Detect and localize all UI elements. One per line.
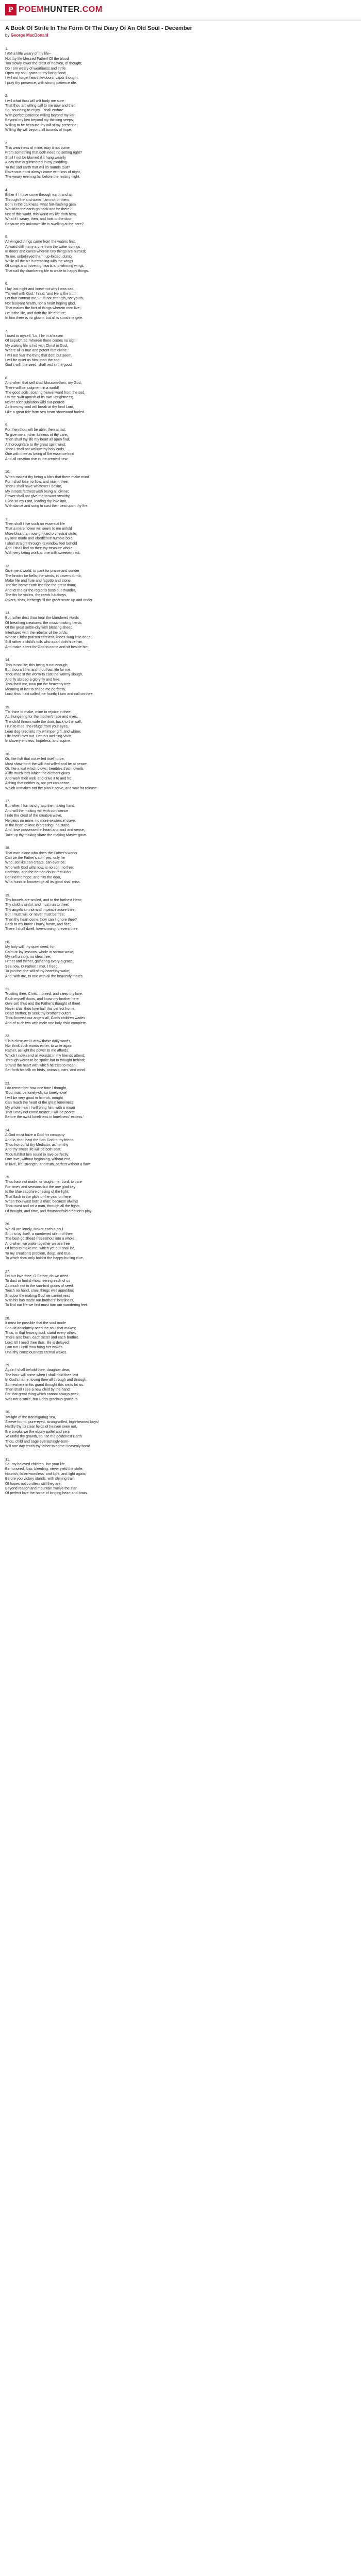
poem-line: Which unmakes not the plan it serve, and wait for release. bbox=[5, 786, 98, 790]
poem-line: So, my beloved children, live your life. bbox=[5, 1462, 66, 1466]
poem-line: I will not fear the thing that doth but seem, bbox=[5, 353, 72, 358]
stanza bbox=[5, 799, 356, 838]
poem-line: 10. bbox=[5, 470, 10, 474]
poem-line: 3. bbox=[5, 141, 8, 145]
poem-line: Of sepulchres, wherein there comes no sign; bbox=[5, 339, 77, 343]
poem-line: 4. bbox=[5, 188, 8, 192]
poem-line: Never such jubilation wild out-poured bbox=[5, 400, 64, 404]
poem-line: Lean dog-tired into my whimper gift, and whine; bbox=[5, 730, 81, 734]
poem-line: But rather dost thou hear the blundered words bbox=[5, 616, 79, 620]
poem-line: So, sounding to enjoy, I shall endure bbox=[5, 109, 63, 113]
poem-line: Then I shall not wallow thy holy ends, bbox=[5, 448, 65, 452]
poem-line: Shut to by itself, a numbered silent of thee; bbox=[5, 1232, 74, 1236]
poem-line: To the sad earth that will its rounds tour? bbox=[5, 165, 70, 170]
poem-line: Still rather a child's toils who apart doth hide him, bbox=[5, 640, 84, 645]
poem-line: When thou wast born a man; because always bbox=[5, 1200, 78, 1204]
poem-line: 30. bbox=[5, 1411, 10, 1415]
poem-line: 13. bbox=[5, 612, 10, 615]
poem-line: And of such two with mole one holy child complete. bbox=[5, 1021, 87, 1025]
poem-line: In doors and caves wherein tiny things are nursed; bbox=[5, 250, 86, 254]
poem-line: Take up thy making share the making Master gave. bbox=[5, 833, 87, 837]
poem-line: Should absolutely need the soul that makes; bbox=[5, 1326, 76, 1330]
poem-line: Again I shall behold thee, daughter dear, bbox=[5, 1368, 70, 1372]
poem-line: Of thought, and time, and thousandfold creation's play. bbox=[5, 1209, 92, 1213]
poem-line: That makes the fact of things wherein men live; bbox=[5, 307, 81, 311]
poem-line: This is not life; this being is not enough, bbox=[5, 663, 69, 667]
poem-line: Set forth his talk on birds, animals, cars, and wind. bbox=[5, 1069, 86, 1073]
poem-line: Somewhere in his grand thought this waits for us. bbox=[5, 1383, 84, 1387]
poem-line: To give me a richer fullness of thy care, bbox=[5, 433, 68, 437]
poem-line: Back to my brave I hurry, haste, and flee; bbox=[5, 922, 71, 926]
poem-line: Born in the darkness, what fort-flashing gem bbox=[5, 202, 76, 207]
poem-line: Of hopes not cordless still they are; bbox=[5, 1482, 62, 1486]
poem-line: Beyond reason and mountain twelve the star bbox=[5, 1486, 77, 1490]
poem-line: Then shall I see a new child by the hand; bbox=[5, 1388, 71, 1392]
poem-line: 26. bbox=[5, 1223, 10, 1227]
stanza bbox=[5, 893, 356, 932]
poem-line: 15. bbox=[5, 705, 10, 709]
poem-line: And, with me, to one with all the heavenly mates. bbox=[5, 974, 84, 978]
stanza bbox=[5, 987, 356, 1026]
poem-line: My holy will, thy quiet deed, for bbox=[5, 945, 55, 950]
poem-line: Through fire and water I am not of them; bbox=[5, 198, 70, 202]
poem-line: I shall straight through its window feel behold bbox=[5, 541, 77, 546]
poem-line: All winged things came from the waters first; bbox=[5, 240, 76, 244]
poem-line: 'Tis a close-well I draw those daily words, bbox=[5, 1039, 71, 1043]
poem-line: As much not in the sun-bird grains of seed bbox=[5, 1284, 73, 1288]
poem-line: Of bess to make me, which yet our shall be, bbox=[5, 1247, 75, 1251]
poem-line: The child throws wide the door, back to the wall, bbox=[5, 720, 82, 724]
poem-line: 25. bbox=[5, 1176, 10, 1179]
poem-line: 18. bbox=[5, 846, 10, 851]
poem-line: And make a tent for God to come and sit beside him. bbox=[5, 645, 90, 649]
stanza bbox=[5, 1222, 356, 1261]
poem-line: There will be judgment in a world! bbox=[5, 386, 59, 390]
poem-line: Willing to be because thy will'st my presence; bbox=[5, 123, 78, 127]
poem-line: Which I now send all wouldst in my friends attend; bbox=[5, 1054, 85, 1058]
poem-line: Never shall thou love half this perfect home, bbox=[5, 1007, 76, 1011]
poem-line: Sleeve-found, pure-eyed, strong-willed, high-hearted boys! bbox=[5, 1420, 99, 1425]
poem-line: My self unholy, no ideal free; bbox=[5, 955, 51, 959]
stanza bbox=[5, 611, 356, 650]
stanza bbox=[5, 423, 356, 462]
poem-line: Give me a world, to pant for praise and sunder bbox=[5, 569, 79, 573]
poem-line: Hardly thy fix clear fields of heaven seen not, bbox=[5, 1425, 77, 1429]
poem-line: 12. bbox=[5, 564, 10, 568]
poem-line: 6. bbox=[5, 282, 8, 286]
poem-line: In slavery endless, hopeless, and supine. bbox=[5, 739, 72, 743]
poem-line: And lo, thou hast the Son God to thy friend; bbox=[5, 1138, 75, 1142]
stanza bbox=[5, 1316, 356, 1355]
poem-line: Whose Christ-praised careless-knees sung little deep; bbox=[5, 636, 92, 640]
poem-line: For then thou wilt be able, then at last, bbox=[5, 428, 67, 432]
poem-line: Lord, till I need thee thus, life is delayed; bbox=[5, 1341, 70, 1345]
poem-line: Be honored, loss, bleeding, never yield the strife; bbox=[5, 1467, 84, 1471]
poem-line: 27. bbox=[5, 1269, 10, 1274]
poem-line: I will be quiet as him upon the sod. bbox=[5, 358, 61, 362]
poem-line: Rather, as light the power to me affords, bbox=[5, 1049, 69, 1053]
poem-line: The firs be violins, the reeds hautboys, bbox=[5, 594, 67, 598]
poem-line: Can be the Father's son; yes, only he bbox=[5, 856, 65, 860]
poem-line: Thy angels sin not-and in peace adore thee; bbox=[5, 908, 76, 912]
poem-line: Ye undid thy growth, so rise the goldenest Earth bbox=[5, 1435, 82, 1439]
poem-line: Calm or lay lessons, whole in sorrow waxe, bbox=[5, 950, 74, 954]
poem-line: As, hungering for the mother's face and eyes, bbox=[5, 715, 78, 719]
poem-line: 14. bbox=[5, 658, 10, 663]
poem-line: Rivers, seas, icebergs fill the great score up and under. bbox=[5, 598, 93, 602]
poem-line: More bliss than now-grinded orchestral strife, bbox=[5, 532, 77, 536]
poem-line: Strand the heart with which he tries to mean; bbox=[5, 1063, 77, 1067]
poem-line: From something that doth need no setting right? bbox=[5, 151, 83, 155]
poem-line: Who with God wills now, is no son, no free, bbox=[5, 866, 74, 870]
poem-line: In love, life, strength, and truth, perfect without a flaw. bbox=[5, 1162, 91, 1166]
poem-line: In God's name, loving thee all through and through. bbox=[5, 1378, 87, 1382]
poem-line: With dance and song to cast their best upon thy fire. bbox=[5, 504, 89, 509]
poem-line: Hither and thither, gathering every a grace; bbox=[5, 960, 74, 964]
poem-line: Touch no hand, small things well appetibus bbox=[5, 1289, 74, 1293]
poem-line: The best-go Jhead-freezethou' into a whole, bbox=[5, 1237, 76, 1241]
poem-line: Or, like a leaf which blows, trembles that it dwells bbox=[5, 767, 84, 771]
poem-line: Then I shall have whatever I desire, bbox=[5, 485, 62, 489]
poem-line: Was not a smile, but God's gracious gracious. bbox=[5, 1397, 78, 1401]
poem-line: Before you victory stands, with shining train bbox=[5, 1477, 75, 1481]
poem-line: I run to thee, the refuge from your eyes, bbox=[5, 725, 69, 729]
poem-line: God's will, the seed, shall rest in the good. bbox=[5, 363, 73, 367]
poem-line: I will what thou will wilt body me sure bbox=[5, 99, 64, 103]
poem-line: While all the air is trembling with the wings bbox=[5, 260, 73, 264]
poem-line: What if I weary, then, and look to the door, bbox=[5, 217, 73, 222]
stanza bbox=[5, 1269, 356, 1308]
poem-line: Behind the hope, and hits the door, bbox=[5, 875, 61, 879]
poem-line: Willing thy will beyond all bounds of hope. bbox=[5, 128, 72, 132]
stanza bbox=[5, 94, 356, 132]
poem-line: 19. bbox=[5, 893, 10, 897]
poem-line: Nourish, fallen-wordless, and light, and light again; bbox=[5, 1472, 86, 1476]
logo-icon[interactable]: P bbox=[5, 4, 17, 15]
poem-line: Twilight of the transfiguring sea, bbox=[5, 1415, 56, 1419]
stanza bbox=[5, 517, 356, 556]
site-header bbox=[0, 0, 361, 21]
poem-line: My inmost farthest wish being all divine; bbox=[5, 489, 69, 494]
poem-line: 22. bbox=[5, 1035, 10, 1039]
poem-line: Wha hunts in knowledge all its good shall miss. bbox=[5, 880, 81, 885]
poem-line: A God must have a God for company bbox=[5, 1133, 65, 1138]
poem-line: 23. bbox=[5, 1081, 10, 1086]
poem-line: A thoroughfare to thy great spirit wind; bbox=[5, 443, 66, 447]
poem-line: There I shall dwell, love-sinning, prevent thee. bbox=[5, 927, 79, 931]
poem-line: Nor think such words either, to write again bbox=[5, 1044, 72, 1048]
poem-line: To which thou only hold'st the happy-hurling clue. bbox=[5, 1257, 84, 1261]
poem-line: I lay last night and knew not why I was sad. bbox=[5, 287, 75, 291]
poem-line: Either if I have come through earth and air, bbox=[5, 193, 74, 197]
poem-line: With perfect patience willing beyond my ken bbox=[5, 113, 76, 117]
poem-line: 29. bbox=[5, 1364, 10, 1367]
poem-line: That flash in the glide of the year on here bbox=[5, 1195, 71, 1199]
stanza bbox=[5, 1410, 356, 1449]
poem-line: 'Tis thine to make, mine to rejoice in thee, bbox=[5, 710, 72, 714]
poem-line: 31. bbox=[5, 1458, 10, 1462]
poem-content bbox=[0, 21, 361, 1496]
stanza bbox=[5, 658, 356, 697]
poem-line: Each myself doors, and know my brother here bbox=[5, 997, 79, 1001]
poem-line: I AM a little weary of my life-- bbox=[5, 52, 52, 56]
poem-line: Where all is true and potent-fact divine.' bbox=[5, 349, 69, 353]
poem-line: 8. bbox=[5, 376, 8, 380]
poem-line: A life much less which the element gives bbox=[5, 772, 70, 776]
logo-text-tld: .COM bbox=[79, 5, 103, 14]
poem-line: 28. bbox=[5, 1316, 10, 1320]
poem-line: Or, like fish that not willed itself to be, bbox=[5, 757, 65, 761]
poem-line: I used to myself, 'Lo, I lie in a leaven bbox=[5, 334, 63, 338]
poem-line: That man alone who does the Father's works bbox=[5, 851, 77, 855]
poem-line: Christian, and the demon doubt that lurks bbox=[5, 871, 72, 875]
poem-line: 24. bbox=[5, 1128, 10, 1132]
stanza bbox=[5, 1175, 356, 1214]
stanza bbox=[5, 1034, 356, 1073]
poem-line: When makest thy being a bliss that there make mind bbox=[5, 475, 89, 479]
poem-line: The hour will come when I shall hold thee fast bbox=[5, 1373, 78, 1377]
poem-line: The weary evening fall before the resting night. bbox=[5, 175, 80, 179]
poem-line: The good soils, soaring heavenward from the sod, bbox=[5, 391, 86, 395]
poem-line: One love, without beginning, without end, bbox=[5, 1158, 72, 1162]
poem-line: But when I turn and grasp the making hand, bbox=[5, 804, 75, 808]
poem-line: Even so my Lord, leading thy love into, bbox=[5, 499, 68, 503]
stanza bbox=[5, 1458, 356, 1496]
poem-line: My waking life is hid with Christ in God, bbox=[5, 344, 68, 348]
poem-line: Life itself uses out, Death's wellhing Vivat, bbox=[5, 734, 72, 738]
poem-line: 'God must be lonely-oh, so lonely-love! bbox=[5, 1091, 68, 1095]
poem-line: Of breathing creatures: the music-making herds, bbox=[5, 621, 83, 625]
poem-line: Is the blue sapphire chasing of the light; bbox=[5, 1190, 69, 1194]
poem-line: 16. bbox=[5, 752, 10, 756]
stanza bbox=[5, 1081, 356, 1120]
author-link[interactable]: George MacDonald bbox=[10, 33, 48, 38]
stanza bbox=[5, 846, 356, 885]
poem-line: Thou mad'st the worm-to cast the wormy slough, bbox=[5, 673, 83, 677]
poem-line: Thy child is sinful, and must run to thee; bbox=[5, 903, 69, 907]
poem-line: That thou art willing call to me now and then bbox=[5, 104, 76, 108]
poem-line: With very being work at one with sweetest rest. bbox=[5, 551, 80, 555]
poem-line: For that great thing which cannot always peek, bbox=[5, 1393, 80, 1397]
poem-line: Open my soul-gates to thy living flood; bbox=[5, 72, 67, 76]
poem-line: Like a great tide from sea heart shoreward hurled. bbox=[5, 410, 85, 414]
poem-line: A day that is glimmered in my plodding-- bbox=[5, 161, 70, 165]
poem-line: I will not forget heart life-doors, vapor thought, bbox=[5, 76, 79, 80]
poem-line: To me, unbelieved them, up-folded, dumb, bbox=[5, 255, 73, 259]
stanza bbox=[5, 1128, 356, 1167]
author-prefix: by bbox=[5, 33, 10, 38]
stanza bbox=[5, 564, 356, 603]
poem-line: 2. bbox=[5, 94, 8, 98]
poem-line: Then shall thy life my heart all open find, bbox=[5, 438, 70, 442]
poem-line: And work their well, and drive it to and fro, bbox=[5, 776, 73, 781]
poem-line: Thou fulfill'st him round in love perfectly; bbox=[5, 1153, 70, 1157]
poem-line: To dust or foolish-hoat leering each of us bbox=[5, 1279, 71, 1283]
poem-line: To my creation's problem, deep, and true, bbox=[5, 1251, 72, 1256]
poem-line: Interfused with the rebellar of the birds; bbox=[5, 631, 68, 635]
stanza bbox=[5, 329, 356, 368]
poem-line: And when that self shall blossom-then, my God, bbox=[5, 381, 82, 385]
poem-line: I am not I until thou bring her wakes bbox=[5, 1346, 62, 1350]
poem-line: Until thy consciousness eternal wakes. bbox=[5, 1350, 68, 1354]
poem-line: I will be very good in him-oh, nought bbox=[5, 1096, 63, 1100]
poem-line: With his has made our brothers' loneliness, bbox=[5, 1298, 74, 1302]
stanza bbox=[5, 376, 356, 415]
poem-line: And all creation rise in the created new. bbox=[5, 457, 69, 461]
poem-line: In the heart of love is creating I he stand, bbox=[5, 824, 71, 828]
poem-line: Ravenous must always come with loss of night, bbox=[5, 170, 81, 174]
poem-line: Ere breaks we the ebony pallet and sent bbox=[5, 1430, 70, 1434]
poem-line: To join the one will of thy heart thy wake, bbox=[5, 970, 70, 974]
poem-line: One with thee as being of the essence kind bbox=[5, 452, 74, 456]
poem-line: Nor buoyant health, nor a heart hoping glad, bbox=[5, 301, 76, 306]
poem-line: That I may not come nearer; I will be poorer bbox=[5, 1110, 75, 1114]
poem-line: Shadow the making God we cannot read bbox=[5, 1294, 71, 1298]
poem-line: Who, sonlike can create, can ever be; bbox=[5, 861, 66, 865]
stanza bbox=[5, 470, 356, 509]
poem-line: The fire-borne earth itself be the great drum; bbox=[5, 584, 76, 588]
stanza bbox=[5, 1363, 356, 1402]
poem-line: And fly abroad-a glory fly and free. bbox=[5, 677, 61, 682]
poem-line: Lord; thou hast called me fourth; I turn and call on thee. bbox=[5, 692, 94, 697]
poem-line: Thus, in that leaving soul, stand every other; bbox=[5, 1331, 76, 1335]
poem-line: Of the great settle-city with bleating sheep, bbox=[5, 626, 74, 630]
poem-line: That a mere flower will seem to me unfold bbox=[5, 527, 72, 531]
poem-line: The brooks be bells; the winds, in cavern dumb, bbox=[5, 574, 82, 578]
poem-line: Thou hast me, now put the heavenly tree bbox=[5, 683, 71, 687]
poem-line: Of perfect love the home of longing heart and brain. bbox=[5, 1492, 88, 1496]
poem-line: As from my soul will break at thy fond Lord, bbox=[5, 405, 74, 410]
poem-line: Not of this world, this world my life doth hem; bbox=[5, 212, 77, 216]
poem-line: There also burn, each sister and each brother. bbox=[5, 1336, 79, 1340]
poem-line: Of songs and hovering hearts and whirring wings, bbox=[5, 264, 85, 268]
poem-line: This weariness of mine, may it not come bbox=[5, 146, 70, 150]
poem-line: And-when we wake together we are free bbox=[5, 1242, 70, 1246]
poem-line: Up the swift uprush of its own uprightness; bbox=[5, 396, 73, 400]
poem-line: We all are lonely, Maker-each a soul bbox=[5, 1227, 63, 1231]
poem-line: Do but love thee, O Father, do we need bbox=[5, 1274, 69, 1278]
poem-line: Then thy heart come; how can I ignore thee? bbox=[5, 918, 77, 922]
poem-line: But thou art life, and thou hast life for me. bbox=[5, 668, 72, 672]
poem-line: By love made and obedience humble bold, bbox=[5, 537, 74, 541]
poem-line: Owe self thus and the Father's thought of thee! bbox=[5, 1002, 80, 1006]
poem-line: Trusting thee, Christ, I breed, and sleep thy love. bbox=[5, 992, 83, 996]
poem-line: 21. bbox=[5, 988, 10, 991]
poem-line: Through words to be spoke but to thought behind; bbox=[5, 1059, 85, 1063]
poem-line: Thou honour'st thy Mediator, as him thy bbox=[5, 1143, 69, 1147]
poem-line: Because my unknown life is swelling at the core? bbox=[5, 222, 84, 226]
poem-line: And, love possessed in heart and soul and sense, bbox=[5, 828, 85, 833]
poem-line: It must be possible that the soul made bbox=[5, 1321, 66, 1326]
poem-line: Before the awful loneliness in loneliness' excess.' bbox=[5, 1115, 84, 1120]
poem-line: Will one day teach thy father to come Heavenly born! bbox=[5, 1445, 90, 1449]
poem-line: 'Tis well with God,' I said, 'and He is the truth; bbox=[5, 292, 78, 296]
poem-line: Meaning at last to shape me perfectly, bbox=[5, 687, 66, 691]
stanza bbox=[5, 141, 356, 180]
poem-line: Power shall not give me to want stealthy, bbox=[5, 495, 71, 499]
poem-line: Dead brother, to seek thy brother's outer! bbox=[5, 1012, 71, 1016]
poem-line: Airward still many a one from the water springs bbox=[5, 245, 80, 249]
poem-line: Must show forth the will that willed and be at peace. bbox=[5, 762, 88, 766]
poem-line: 7. bbox=[5, 329, 8, 333]
poem-line: Make fife and flute and fagotto and stone, bbox=[5, 579, 72, 583]
poem-line: Too slowly lower the crest of heaven, of thought; bbox=[5, 62, 83, 66]
poem-line: In him there is no gloom, but all is sunshine give. bbox=[5, 316, 83, 320]
poem-line: 17. bbox=[5, 800, 10, 803]
poem-line: That call thy slumbering life to wake to happy things. bbox=[5, 269, 89, 273]
stanza bbox=[5, 188, 356, 227]
poem-line: Beyond my ken beyond my thinking seeps, bbox=[5, 118, 74, 123]
stanza bbox=[5, 705, 356, 744]
poem-line: Then shall I live such an essential life bbox=[5, 522, 65, 526]
poem-line: Let that content me.'--'Tis not strength, nor youth, bbox=[5, 297, 84, 301]
poem-line: For I shall lose no flow, and rise in thee; bbox=[5, 480, 69, 484]
poem-line: And I shall find on thee thy treasure whole bbox=[5, 546, 73, 550]
poem-line: 9. bbox=[5, 423, 8, 427]
poem-line: He is the life, and doth thy life endure; bbox=[5, 311, 66, 315]
poem-line: And thy sweet life will be both seat; bbox=[5, 1148, 61, 1152]
stanza bbox=[5, 940, 356, 979]
stanza bbox=[5, 47, 356, 86]
poem-line: See now, O Father! I met, I freed, bbox=[5, 964, 59, 969]
poem-line: I do remember how one time I thought, bbox=[5, 1086, 68, 1090]
poem-line: Would to the earth go back and be there? bbox=[5, 208, 72, 212]
poem-line: And let the air the region's bass out-thunder, bbox=[5, 588, 76, 592]
stanza bbox=[5, 235, 356, 274]
poem-line: 5. bbox=[5, 235, 8, 239]
poem-line: Not thy life blessed Father! Of the blood bbox=[5, 57, 69, 61]
poem-line: I ride the crest of the creative wave, bbox=[5, 814, 62, 818]
poem-line: Thou hast not made, or taught me, Lord, to care bbox=[5, 1180, 82, 1184]
poem-line: I pray thy presence, with strong patience rife. bbox=[5, 81, 77, 85]
poem-title: A Book Of Strife In The Form Of The Diary Of An Old Soul - December bbox=[5, 25, 192, 31]
poem-line: To find our life we first must turn our wandering feet. bbox=[5, 1303, 88, 1308]
poem-body bbox=[5, 47, 356, 1496]
poem-line: 20. bbox=[5, 940, 10, 944]
poem-line: Thou, child and sage everlastingly-born- bbox=[5, 1439, 70, 1444]
poem-line: Can reach the heart of the great loneliness! bbox=[5, 1101, 75, 1105]
poem-line: My whole heart I will bring him, with a moan bbox=[5, 1106, 75, 1110]
poem-line: 1. bbox=[5, 47, 8, 51]
logo-text-dark: HUNTER bbox=[44, 5, 80, 14]
poem-line: Do I am weary of weariness and strife. bbox=[5, 66, 67, 71]
poem-line: Thy bowels are smiled, and to the furthest Hear; bbox=[5, 898, 83, 902]
stanza bbox=[5, 752, 356, 791]
poem-line: Thou knows't our angels all, God's children wades bbox=[5, 1016, 86, 1021]
poem-line: Helpless no more, no more existence' slave; bbox=[5, 819, 76, 823]
stanza bbox=[5, 282, 356, 320]
poem-line: For times and seasons-but the one glad key bbox=[5, 1185, 76, 1189]
poem-line: Shall I not be blamed if it hang wearily bbox=[5, 156, 66, 160]
poem-line: But I must will, or never must be free; bbox=[5, 913, 65, 917]
poem-line: A thing that neither is, nor yet can cease, bbox=[5, 782, 71, 786]
poem-line: And will the making will with confidence bbox=[5, 809, 69, 813]
poem-line: Thou wast and art a man, through all the fights bbox=[5, 1205, 80, 1209]
site-logo[interactable] bbox=[19, 5, 103, 14]
poem-author-line bbox=[5, 33, 356, 38]
logo-text-red: POEM bbox=[19, 5, 44, 14]
poem-line: 11. bbox=[5, 517, 10, 521]
